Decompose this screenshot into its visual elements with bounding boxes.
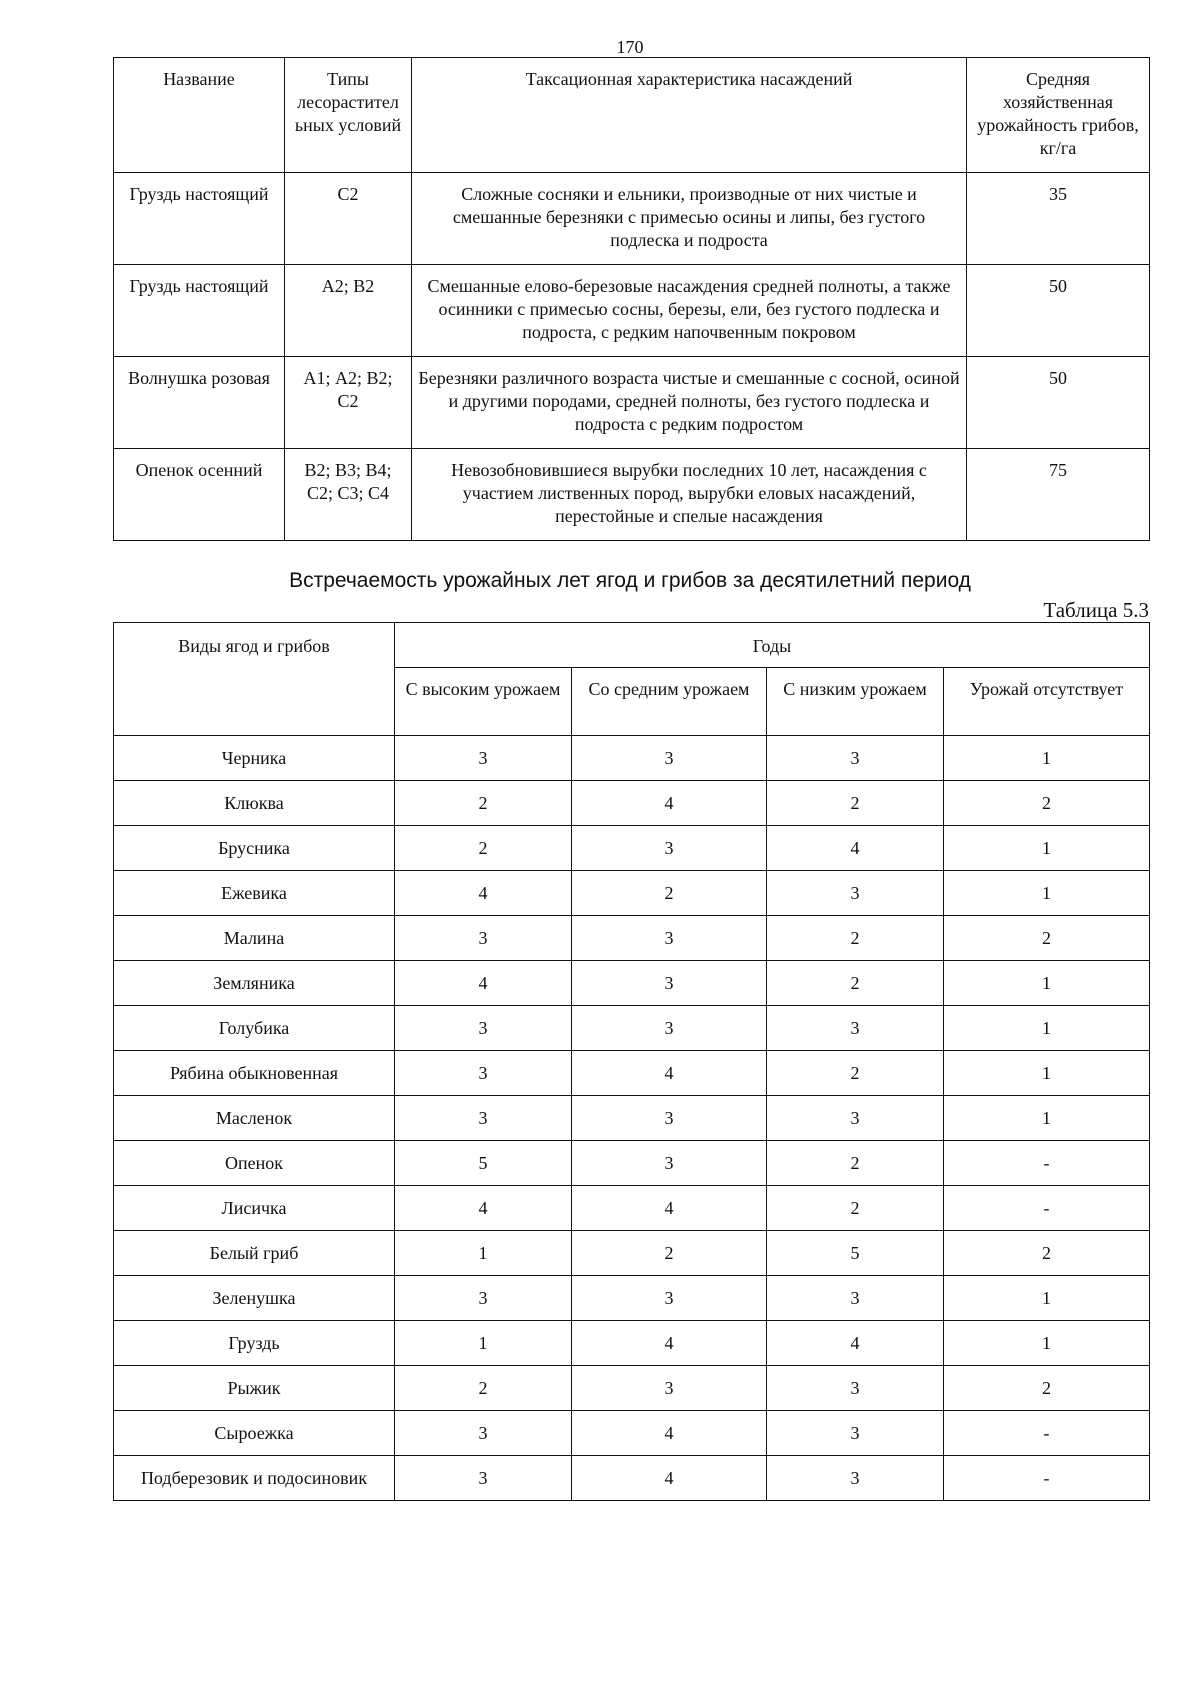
cell-none: 1 <box>944 1051 1150 1096</box>
cell-yield: 50 <box>967 265 1150 357</box>
cell-low: 2 <box>767 1186 944 1231</box>
cell-species: Груздь <box>114 1321 395 1366</box>
table-row <box>114 449 1150 541</box>
header-yield: Средняя хозяйственная урожайность грибов, кг/га <box>967 58 1150 173</box>
cell-mid: 3 <box>572 961 767 1006</box>
cell-none: 1 <box>944 826 1150 871</box>
harvest-years-table <box>113 622 1150 1501</box>
cell-species: Клюква <box>114 781 395 826</box>
cell-name: Груздь настоящий <box>114 265 285 357</box>
cell-characteristic: Березняки различного возраста чистые и смешанные с сосной, осиной и другими породами, средней полноты, без густого подлеска и подроста с редким подростом <box>412 357 967 449</box>
cell-low: 2 <box>767 1051 944 1096</box>
cell-species: Рябина обыкновенная <box>114 1051 395 1096</box>
cell-mid: 3 <box>572 736 767 781</box>
cell-none: 1 <box>944 1096 1150 1141</box>
cell-high: 2 <box>395 1366 572 1411</box>
cell-mid: 3 <box>572 1096 767 1141</box>
header-conditions: Типы лесорастител ьных условий <box>285 58 412 173</box>
cell-low: 3 <box>767 1006 944 1051</box>
cell-species: Земляника <box>114 961 395 1006</box>
cell-mid: 4 <box>572 1411 767 1456</box>
cell-species: Малина <box>114 916 395 961</box>
header-low-yield: С низким урожаем <box>767 668 944 736</box>
cell-high: 1 <box>395 1231 572 1276</box>
cell-low: 2 <box>767 961 944 1006</box>
cell-mid: 2 <box>572 871 767 916</box>
cell-low: 2 <box>767 781 944 826</box>
cell-none: 1 <box>944 871 1150 916</box>
cell-characteristic: Сложные сосняки и ельники, производные от них чистые и смешанные березняки с примесью осины и липы, без густого подлеска и подроста <box>412 173 967 265</box>
cell-name: Груздь настоящий <box>114 173 285 265</box>
cell-name: Опенок осенний <box>114 449 285 541</box>
cell-high: 3 <box>395 1456 572 1501</box>
table-row <box>114 1321 1150 1366</box>
cell-high: 5 <box>395 1141 572 1186</box>
cell-low: 2 <box>767 1141 944 1186</box>
cell-high: 3 <box>395 1411 572 1456</box>
cell-high: 2 <box>395 781 572 826</box>
cell-mid: 2 <box>572 1231 767 1276</box>
cell-mid: 4 <box>572 781 767 826</box>
table-row <box>114 1051 1150 1096</box>
table-header-row <box>114 623 1150 668</box>
header-name: Название <box>114 58 285 173</box>
cell-low: 4 <box>767 826 944 871</box>
header-characteristic: Таксационная характеристика насаждений <box>412 58 967 173</box>
table-row <box>114 916 1150 961</box>
header-high-yield: С высоким урожаем <box>395 668 572 736</box>
mushroom-yield-table <box>113 57 1150 541</box>
cell-none: - <box>944 1186 1150 1231</box>
cell-species: Черника <box>114 736 395 781</box>
header-mid-yield: Со средним урожаем <box>572 668 767 736</box>
cell-none: 1 <box>944 1006 1150 1051</box>
cell-species: Ежевика <box>114 871 395 916</box>
cell-species: Опенок <box>114 1141 395 1186</box>
cell-none: 1 <box>944 1276 1150 1321</box>
table-row <box>114 1366 1150 1411</box>
cell-high: 4 <box>395 961 572 1006</box>
cell-species: Белый гриб <box>114 1231 395 1276</box>
cell-none: 2 <box>944 1231 1150 1276</box>
cell-high: 3 <box>395 916 572 961</box>
cell-high: 3 <box>395 1006 572 1051</box>
header-years: Годы <box>395 623 1150 668</box>
cell-species: Масленок <box>114 1096 395 1141</box>
cell-low: 5 <box>767 1231 944 1276</box>
table-row <box>114 265 1150 357</box>
cell-low: 4 <box>767 1321 944 1366</box>
cell-low: 3 <box>767 1456 944 1501</box>
cell-high: 1 <box>395 1321 572 1366</box>
table-row <box>114 173 1150 265</box>
cell-low: 3 <box>767 1096 944 1141</box>
table-row <box>114 1231 1150 1276</box>
page-number: 170 <box>616 38 644 54</box>
cell-conditions: А2; В2 <box>285 265 412 357</box>
cell-none: 2 <box>944 781 1150 826</box>
cell-characteristic: Смешанные елово-березовые насаждения средней полноты, а также осинники с примесью сосны, березы, ели, без густого подлеска и подроста, с редким напочвенным покровом <box>412 265 967 357</box>
table-row <box>114 826 1150 871</box>
cell-mid: 4 <box>572 1321 767 1366</box>
cell-conditions: В2; В3; В4; С2; С3; С4 <box>285 449 412 541</box>
cell-low: 3 <box>767 1276 944 1321</box>
cell-mid: 3 <box>572 1366 767 1411</box>
cell-species: Лисичка <box>114 1186 395 1231</box>
cell-mid: 3 <box>572 1141 767 1186</box>
header-species: Виды ягод и грибов <box>114 623 395 736</box>
cell-mid: 4 <box>572 1186 767 1231</box>
table-row <box>114 961 1150 1006</box>
table-header-row <box>114 58 1150 173</box>
cell-low: 2 <box>767 916 944 961</box>
cell-species: Брусника <box>114 826 395 871</box>
cell-yield: 50 <box>967 357 1150 449</box>
cell-conditions: А1; А2; В2; С2 <box>285 357 412 449</box>
table-row <box>114 736 1150 781</box>
table-row <box>114 1276 1150 1321</box>
cell-high: 3 <box>395 736 572 781</box>
cell-yield: 35 <box>967 173 1150 265</box>
cell-none: 2 <box>944 1366 1150 1411</box>
cell-high: 2 <box>395 826 572 871</box>
cell-mid: 3 <box>572 916 767 961</box>
harvest-table-body <box>114 736 1150 1501</box>
cell-none: 1 <box>944 736 1150 781</box>
table-row <box>114 871 1150 916</box>
cell-none: - <box>944 1456 1150 1501</box>
table-row <box>114 1096 1150 1141</box>
table-row <box>114 1456 1150 1501</box>
cell-species: Голубика <box>114 1006 395 1051</box>
table-row <box>114 1006 1150 1051</box>
cell-low: 3 <box>767 1411 944 1456</box>
cell-high: 3 <box>395 1276 572 1321</box>
cell-conditions: С2 <box>285 173 412 265</box>
cell-species: Зеленушка <box>114 1276 395 1321</box>
cell-none: - <box>944 1141 1150 1186</box>
table-row <box>114 1411 1150 1456</box>
cell-high: 3 <box>395 1051 572 1096</box>
cell-characteristic: Невозобновившиеся вырубки последних 10 лет, насаждения с участием лиственных пород, вырубки еловых насаждений, перестойные и спелые насаждения <box>412 449 967 541</box>
cell-low: 3 <box>767 871 944 916</box>
cell-mid: 4 <box>572 1051 767 1096</box>
cell-none: 1 <box>944 1321 1150 1366</box>
table-row <box>114 781 1150 826</box>
cell-yield: 75 <box>967 449 1150 541</box>
cell-name: Волнушка розовая <box>114 357 285 449</box>
cell-mid: 3 <box>572 1006 767 1051</box>
cell-high: 3 <box>395 1096 572 1141</box>
cell-none: 1 <box>944 961 1150 1006</box>
cell-low: 3 <box>767 736 944 781</box>
table-caption: Встречаемость урожайных лет ягод и грибов за десятилетний период <box>289 569 971 592</box>
header-no-yield: Урожай отсутствует <box>944 668 1150 736</box>
cell-low: 3 <box>767 1366 944 1411</box>
table-label: Таблица 5.3 <box>1043 598 1149 622</box>
cell-mid: 4 <box>572 1456 767 1501</box>
cell-species: Сыроежка <box>114 1411 395 1456</box>
cell-high: 4 <box>395 1186 572 1231</box>
table-row <box>114 357 1150 449</box>
table-row <box>114 1141 1150 1186</box>
cell-mid: 3 <box>572 826 767 871</box>
cell-species: Подберезовик и подосиновик <box>114 1456 395 1501</box>
cell-high: 4 <box>395 871 572 916</box>
table-row <box>114 1186 1150 1231</box>
cell-mid: 3 <box>572 1276 767 1321</box>
cell-species: Рыжик <box>114 1366 395 1411</box>
cell-none: - <box>944 1411 1150 1456</box>
cell-none: 2 <box>944 916 1150 961</box>
